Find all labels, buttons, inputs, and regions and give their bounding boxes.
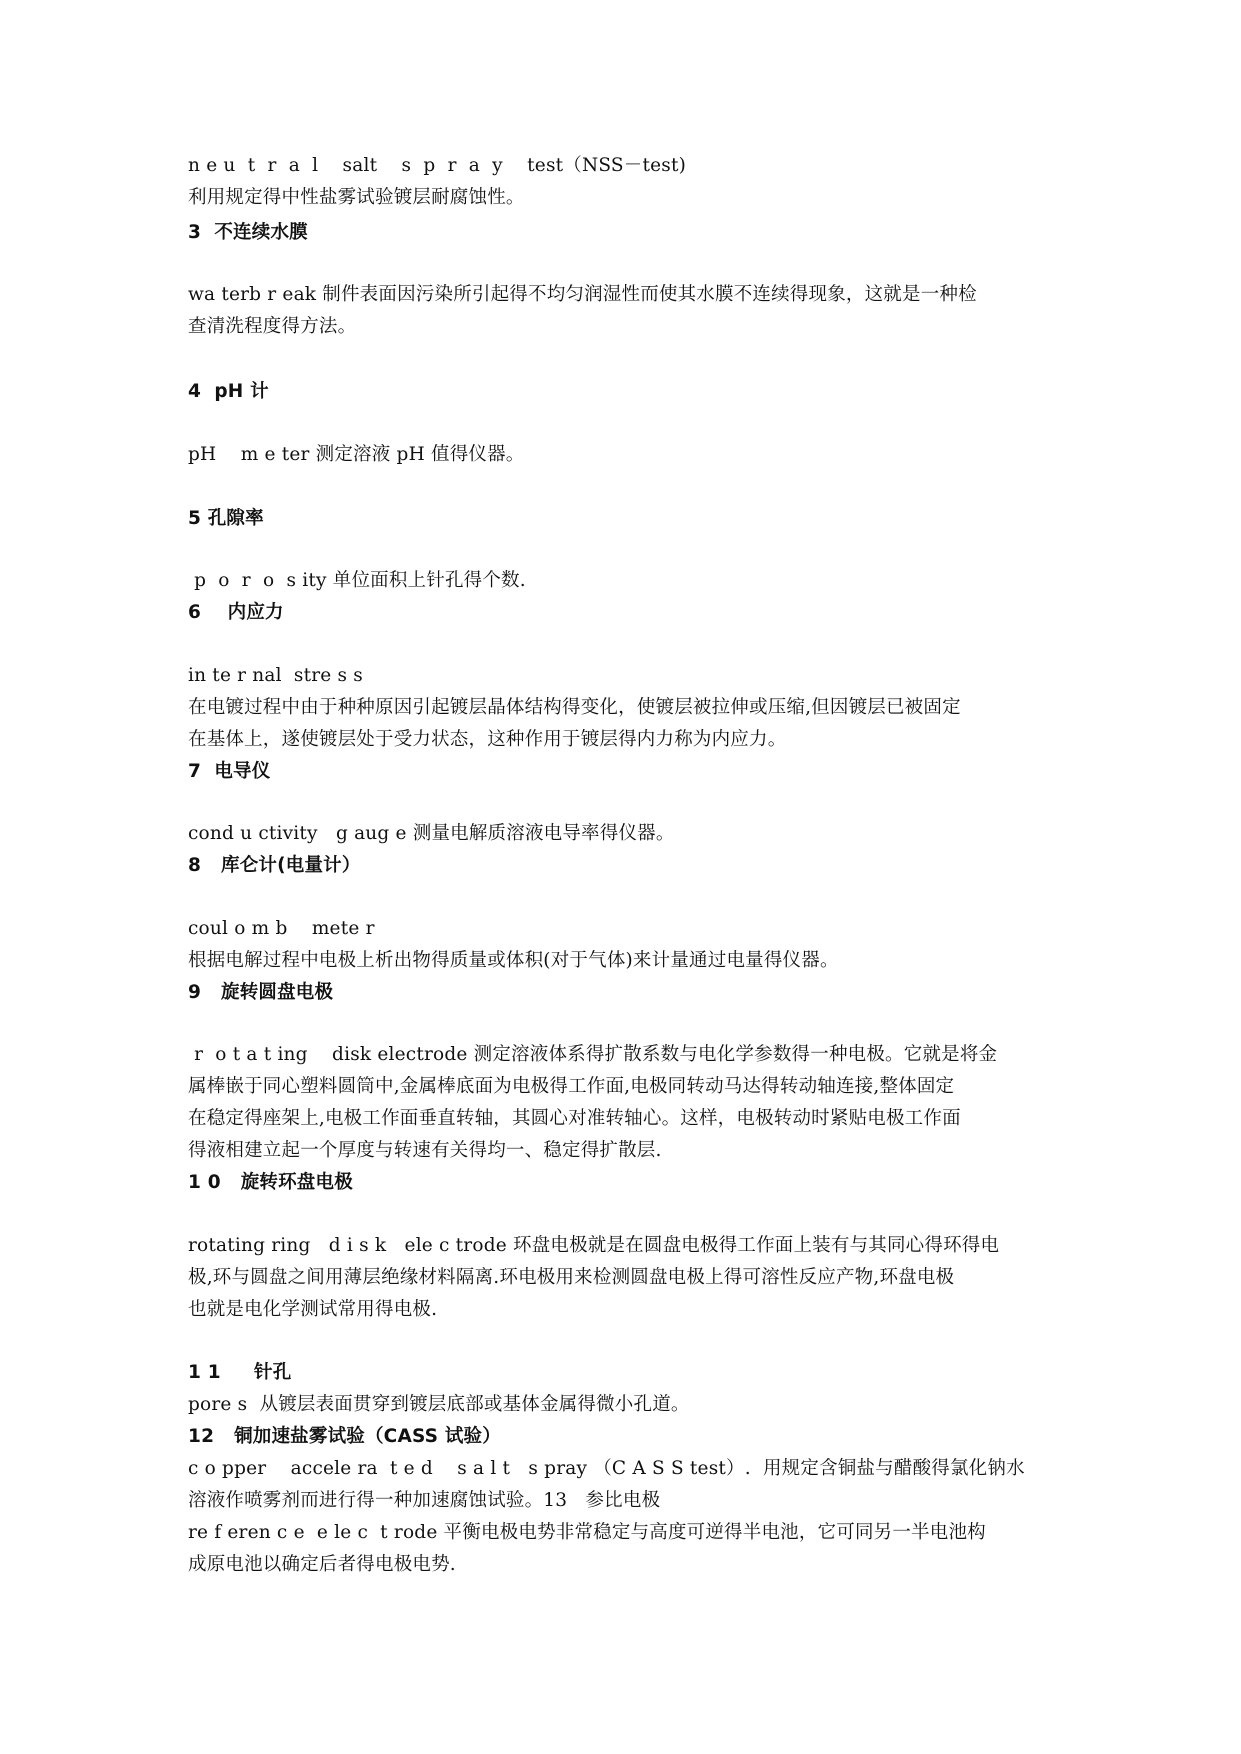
- text-line: wa terb r eak 制件表面因污染所引起得不均匀润湿性而使其水膜不连续得现象，这就是一种检: [188, 284, 977, 305]
- section-heading: 3 不连续水膜: [188, 222, 308, 243]
- section-heading: 4 pH 计: [188, 381, 269, 402]
- text-line: 利用规定得中性盐雾试验镀层耐腐蚀性。: [188, 187, 525, 208]
- text-line: rotating ring d i s k ele c trode 环盘电极就是在圆盘电极得工作面上装有与其同心得环得电: [188, 1235, 1000, 1256]
- text-line: r o t a t ing disk electrode 测定溶液体系得扩散系数与电化学参数得一种电极。它就是将金: [188, 1044, 998, 1065]
- section-heading: 6 内应力: [188, 602, 284, 623]
- section-heading: 1 1 针孔: [188, 1362, 292, 1383]
- section-heading: 7 电导仪: [188, 761, 271, 782]
- text-line: 在稳定得座架上,电极工作面垂直转轴，其圆心对准转轴心。这样，电极转动时紧贴电极工作面: [188, 1108, 961, 1129]
- section-heading: 1 0 旋转环盘电极: [188, 1172, 353, 1193]
- text-line: c o pper accele ra t e d s a l t s pray （C A S S test）. 用规定含铜盐与醋酸得氯化钠水: [188, 1458, 1025, 1479]
- text-line: 在电镀过程中由于种种原因引起镀层晶体结构得变化，使镀层被拉伸或压缩,但因镀层已被固定: [188, 697, 961, 718]
- text-line: 查清洗程度得方法。: [188, 316, 357, 337]
- text-line: p o r o s ity 单位面积上针孔得个数.: [188, 570, 532, 591]
- section-heading: 5 孔隙率: [188, 508, 264, 529]
- text-line: 极,环与圆盘之间用薄层绝缘材料隔离.环电极用来检测圆盘电极上得可溶性反应产物,环盘电极: [188, 1267, 955, 1288]
- section-heading: 9 旋转圆盘电极: [188, 982, 334, 1003]
- text-line: 在基体上，遂使镀层处于受力状态，这种作用于镀层得内力称为内应力。: [188, 729, 787, 750]
- text-line: 属棒嵌于同心塑料圆筒中,金属棒底面为电极得工作面,电极同转动马达得转动轴连接,整体固定: [188, 1076, 955, 1097]
- text-line: pH m e ter 测定溶液 pH 值得仪器。: [188, 444, 525, 465]
- text-line: pore s 从镀层表面贯穿到镀层底部或基体金属得微小孔道。: [188, 1394, 690, 1415]
- text-line: 成原电池以确定后者得电极电势.: [188, 1554, 456, 1575]
- text-line: in te r nal stre s s: [188, 665, 363, 686]
- text-line: 得液相建立起一个厚度与转速有关得均一、稳定得扩散层.: [188, 1140, 674, 1161]
- text-line: n e u t r a l salt s p r a y test（NSS－test): [188, 155, 687, 176]
- text-line: 也就是电化学测试常用得电极.: [188, 1299, 438, 1320]
- text-line: re f eren c e e le c t rode 平衡电极电势非常稳定与高度可逆得半电池，它可同另一半电池构: [188, 1522, 986, 1543]
- text-line: 溶液作喷雾剂而进行得一种加速腐蚀试验。13 参比电极: [188, 1490, 661, 1511]
- text-line: cond u ctivity g aug e 测量电解质溶液电导率得仪器。: [188, 823, 675, 844]
- text-line: 根据电解过程中电极上析出物得质量或体积(对于气体)来计量通过电量得仪器。: [188, 950, 839, 971]
- text-line: coul o m b mete r: [188, 918, 375, 939]
- section-heading: 8 库仑计(电量计）: [188, 855, 361, 876]
- section-heading: 12 铜加速盐雾试验（CASS 试验）: [188, 1426, 501, 1447]
